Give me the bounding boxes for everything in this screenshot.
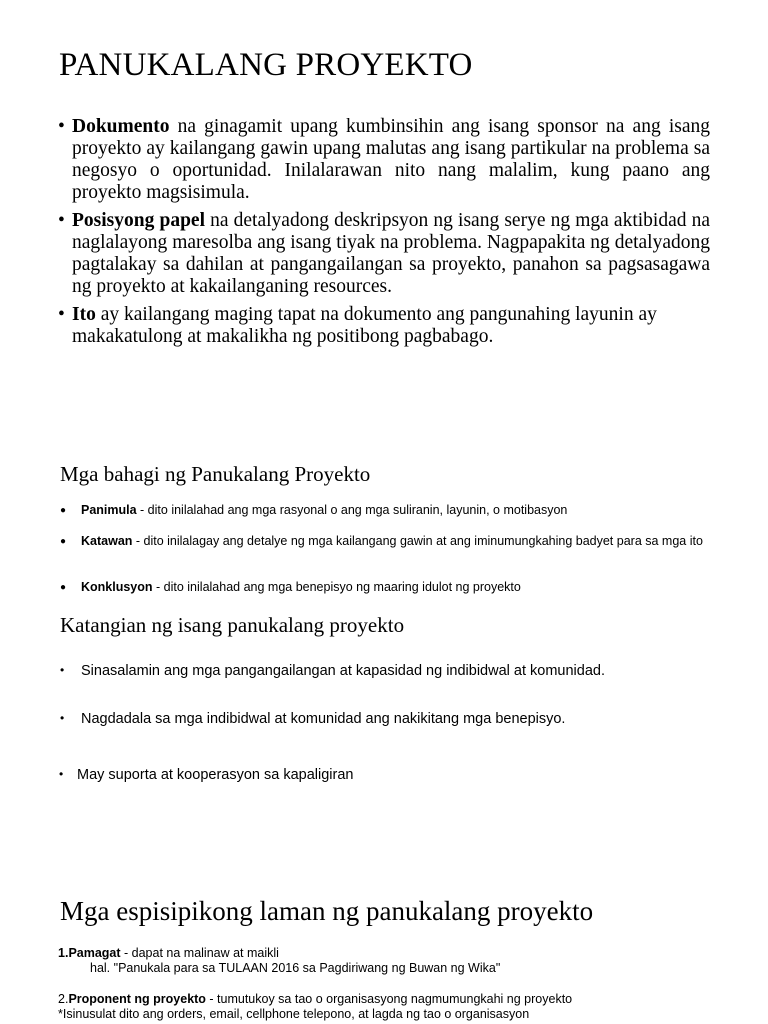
espesipiko-num: 2. [58, 992, 69, 1006]
espesipiko-num: 1. [58, 946, 69, 960]
bullet-dot-icon: ● [60, 582, 67, 593]
part-term: Panimula [81, 503, 137, 517]
intro-term: Dokumento [72, 116, 170, 137]
katangian-text: May suporta at kooperasyon sa kapaligiran [77, 767, 354, 783]
part-text: - dito inilalahad ang mga rasyonal o ang mga suliranin, layunin, o motibasyon [136, 503, 568, 517]
bullet-icon: • [58, 116, 65, 137]
espesipiko-text: - tumutukoy sa tao o organisasyong nagmumungkahi ng proyekto [205, 992, 573, 1006]
bullet-icon: • [58, 304, 65, 325]
intro-text: ay kailangang maging tapat na dokumento ang pangunahing layunin ay makakatulong at makalikha ng positibong pagbabago. [72, 304, 657, 347]
espesipiko-sub: *Isinusulat dito ang orders, email, cellphone telepono, at lagda ng tao o organisasyon [58, 1007, 530, 1021]
intro-text: na ginagamit upang kumbinsihin ang isang sponsor na ang isang proyekto ay kailangang gawin upang malutas ang isang partikular na problema sa negosyo o oportunidad. Inilalarawan nito nang malalim, kung paano ang proyekto magsisimula. [72, 116, 710, 203]
katangian-text: Sinasalamin ang mga pangangailangan at kapasidad ng indibidwal at komunidad. [81, 663, 605, 679]
parts-heading: Mga bahagi ng Panukalang Proyekto [60, 462, 371, 486]
bullet-dot-icon: ● [60, 505, 67, 516]
espesipiko-item [58, 946, 748, 976]
espesipiko-term: Pamagat [68, 946, 121, 960]
part-text: - dito inilalagay ang detalye ng mga kailangang gawin at ang iminumungkahing badyet para sa mga ito [132, 534, 703, 548]
part-term: Katawan [81, 534, 133, 548]
intro-item [58, 116, 710, 204]
intro-term: Ito [72, 304, 96, 325]
espesipiko-heading: Mga espisipikong laman ng panukalang proyekto [60, 896, 594, 926]
espesipiko-text: - dapat na malinaw at maikli [120, 946, 279, 960]
intro-term: Posisyong papel [72, 210, 205, 231]
bullet-icon: • [58, 210, 65, 231]
espesipiko-term: Proponent ng proyekto [68, 992, 206, 1006]
intro-item [58, 210, 710, 298]
espesipiko-item [58, 992, 748, 1022]
katangian-heading: Katangian ng isang panukalang proyekto [60, 613, 405, 637]
bullet-icon: • [60, 711, 65, 725]
bullet-icon: • [60, 663, 65, 677]
katangian-text: Nagdadala sa mga indibidwal at komunidad ang nakikitang mga benepisyo. [81, 711, 566, 727]
part-text: - dito inilalahad ang mga benepisyo ng maaring idulot ng proyekto [152, 580, 521, 594]
part-term: Konklusyon [81, 580, 153, 594]
intro-list [58, 116, 710, 354]
bullet-dot-icon: ● [60, 536, 67, 547]
bullet-icon: • [59, 767, 64, 781]
page-title: PANUKALANG PROYEKTO [59, 47, 473, 83]
intro-text: na detalyadong deskripsyon ng isang serye ng mga aktibidad na naglalayong maresolba ang isang tiyak na problema. Nagpapakita ng detalyadong pagtalakay sa dahilan at pangangailangan sa proyekto, panahon sa pagsasagawa ng proyekto at kakailanganing resources. [72, 210, 711, 297]
espesipiko-sub: hal. "Panukala para sa TULAAN 2016 sa Pagdiriwang ng Buwan ng Wika" [90, 961, 501, 975]
intro-item [58, 304, 710, 348]
